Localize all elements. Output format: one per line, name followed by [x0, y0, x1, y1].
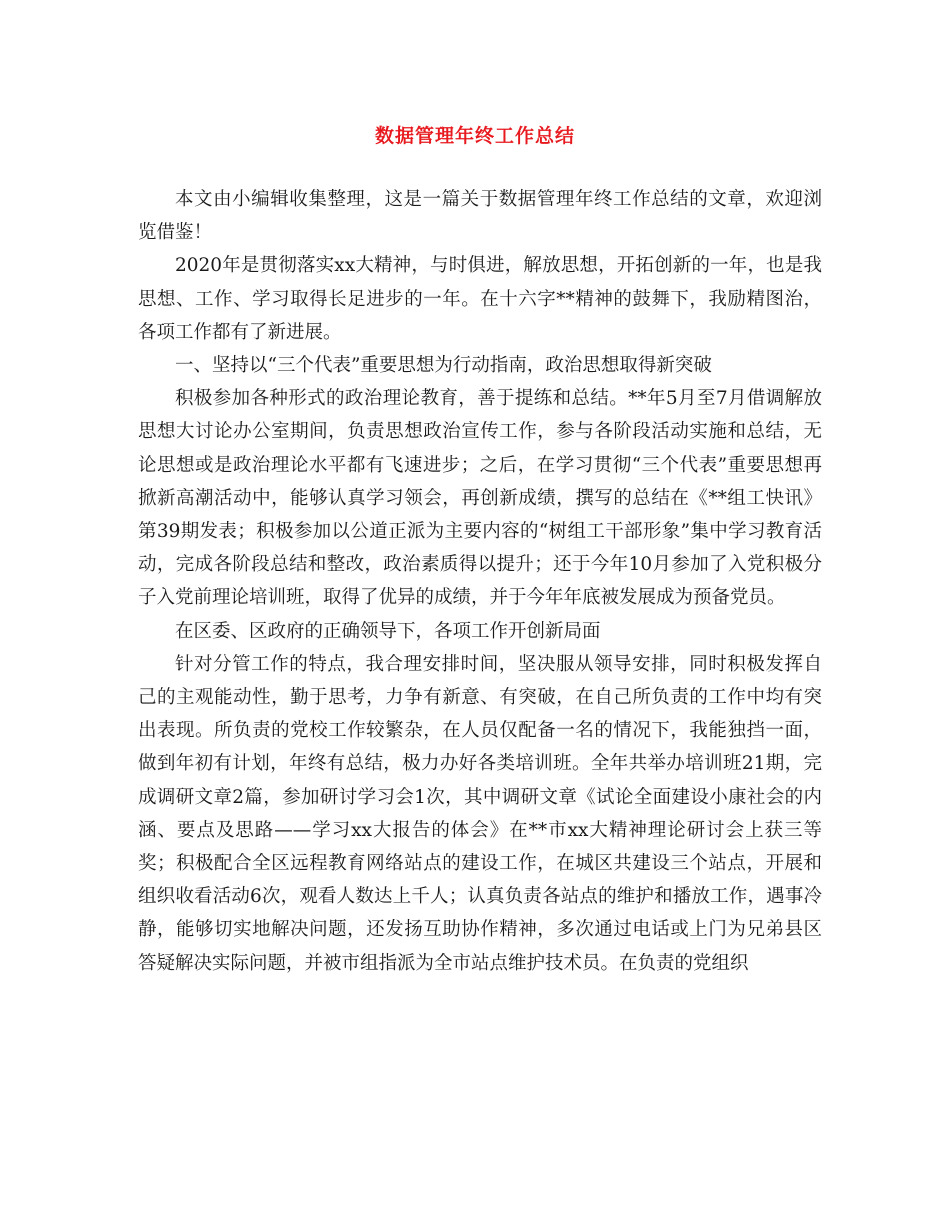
document-title: 数据管理年终工作总结	[374, 125, 575, 147]
paragraph-work-achievements: 针对分管工作的特点，我合理安排时间，坚决服从领导安排，同时积极发挥自己的主观能动性，勤于思考，力争有新意、有突破，在自己所负责的工作中均有突出表现。所负责的党校工作较繁杂，在人员仅配备一名的情况下，我能独挡一面，做到年初有计划，年终有总结，极力办好各类培训班。全年共举办培训班21期，完成调研文章2篇，参加研讨学习会1次，其中调研文章《试论全面建设小康社会的内涵、要点及思路——学习xx大报告的体会》在**市xx大精神理论研讨会上获三等奖；积极配合全区远程教育网络站点的建设工作，在城区共建设三个站点，开展和组织收看活动6次，观看人数达上千人；认真负责各站点的维护和播放工作，遇事冷静，能够切实地解决问题，还发扬互助协作精神，多次通过电话或上门为兄弟县区答疑解决实际问题，并被市组指派为全市站点维护技术员。在负责的党组织	[138, 653, 822, 974]
document-body	[138, 183, 822, 980]
section-heading-2: 在区委、区政府的正确领导下，各项工作开创新局面	[175, 620, 601, 642]
paragraph-intro: 本文由小编辑收集整理，这是一篇关于数据管理年终工作总结的文章，欢迎浏览借鉴！	[138, 189, 822, 244]
paragraph-political-study: 积极参加各种形式的政治理论教育，善于提练和总结。**年5月至7月借调解放思想大讨论办公室期间，负责思想政治宣传工作，参与各阶段活动实施和总结，无论思想或是政治理论水平都有飞速进步；之后，在学习贯彻“三个代表”重要思想再掀新高潮活动中，能够认真学习领会，再创新成绩，撰写的总结在《**组工快讯》第39期发表；积极参加以公道正派为主要内容的“树组工干部形象”集中学习教育活动，完成各阶段总结和整改，政治素质得以提升；还于今年10月参加了入党积极分子入党前理论培训班，取得了优异的成绩，并于今年年底被发展成为预备党员。	[138, 388, 822, 609]
section-heading-1: 一、坚持以“三个代表”重要思想为行动指南，政治思想取得新突破	[175, 355, 712, 377]
paragraph-overview: 2020年是贯彻落实xx大精神，与时俱进，解放思想，开拓创新的一年，也是我思想、工作、学习取得长足进步的一年。在十六字**精神的鼓舞下，我励精图治，各项工作都有了新进展。	[138, 255, 822, 343]
